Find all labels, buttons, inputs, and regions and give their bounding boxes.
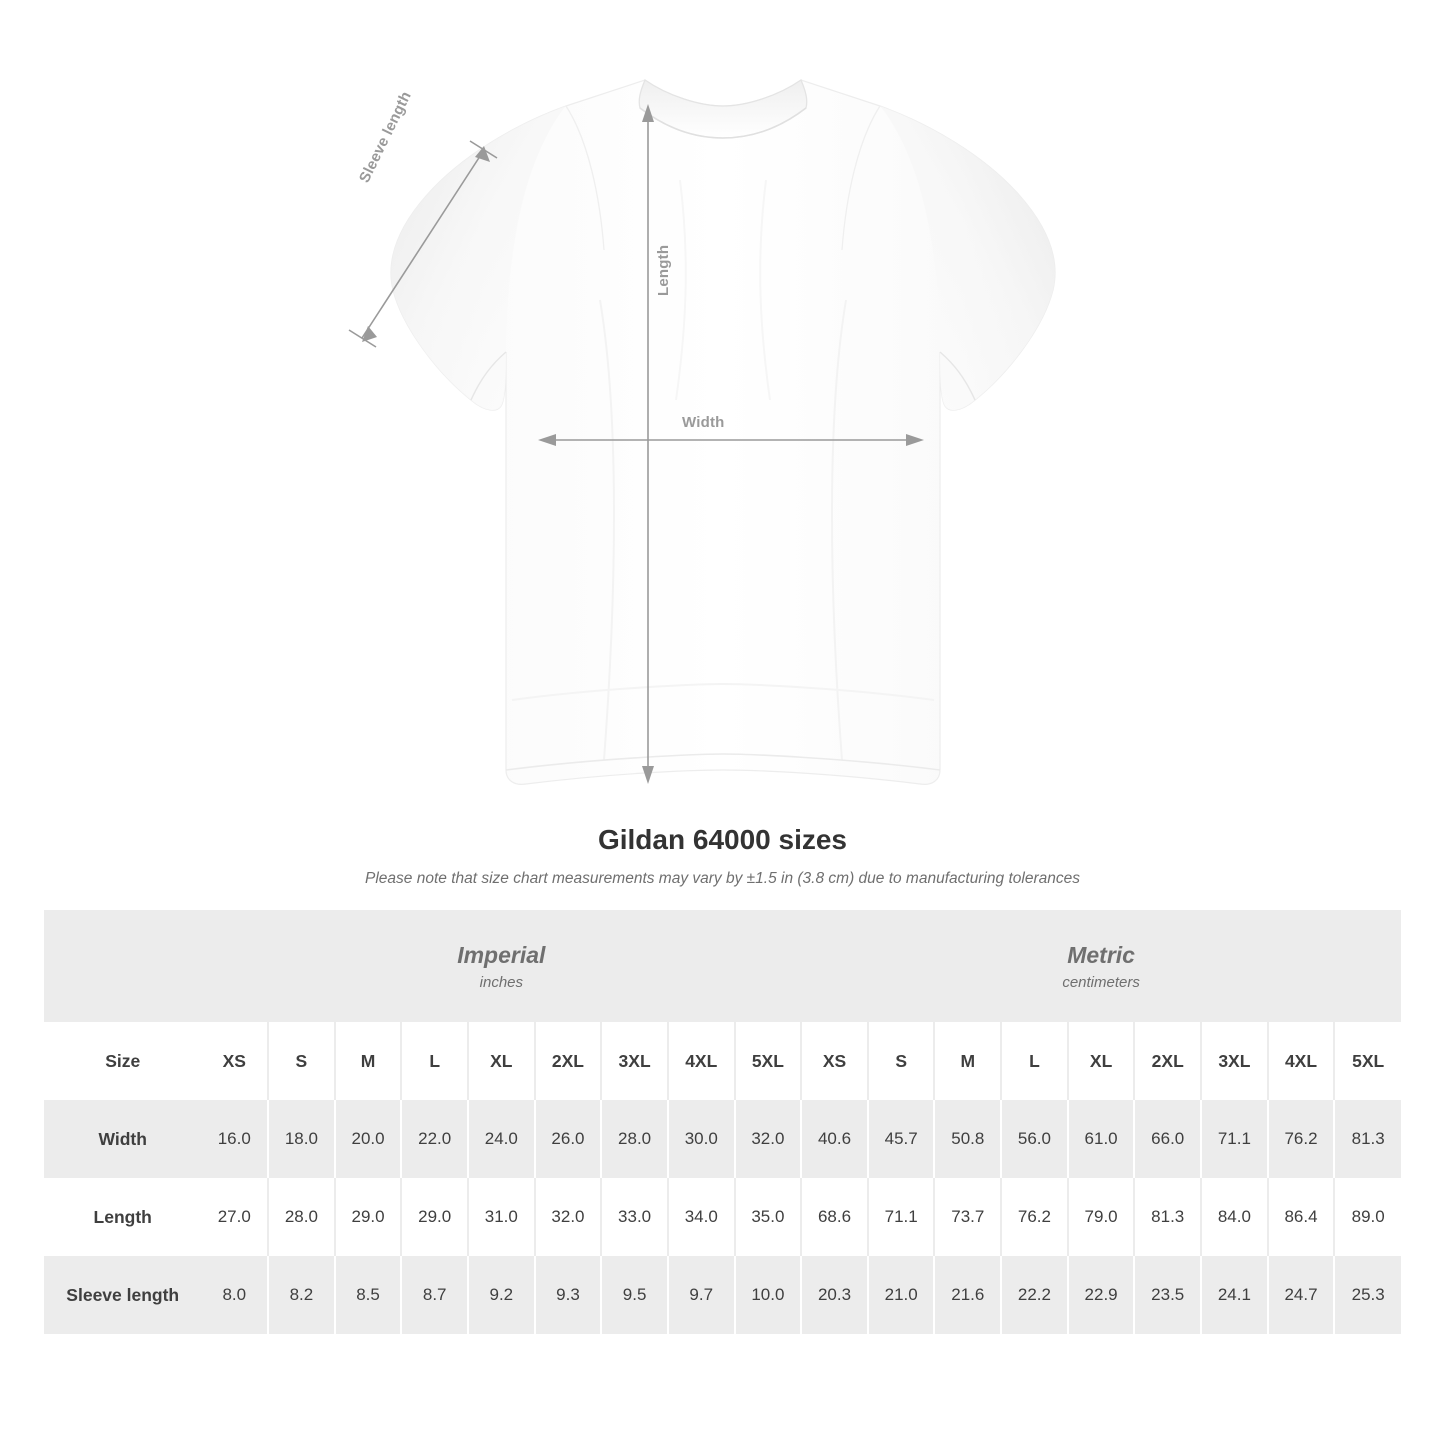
width-metric-xs: 40.6 <box>801 1100 868 1178</box>
row-label-length: Length <box>93 1206 152 1227</box>
size-header-metric-5xl: 5XL <box>1352 1050 1385 1071</box>
row-label-sleeve-length: Sleeve length <box>66 1284 180 1305</box>
width-metric-4xl: 76.2 <box>1268 1100 1335 1178</box>
length-metric-5xl: 89.0 <box>1351 1207 1385 1226</box>
width-imperial-3xl: 28.0 <box>601 1100 668 1178</box>
row-label-width: Width <box>98 1128 147 1149</box>
sleeve-metric-m: 21.6 <box>934 1256 1001 1334</box>
length-imperial-l: 29.0 <box>401 1178 468 1256</box>
unit-header-imperial-unit: inches <box>479 973 523 991</box>
length-imperial-xs: 27.0 <box>201 1178 268 1256</box>
sleeve-imperial-xs: 8.0 <box>201 1256 268 1334</box>
length-imperial-5xl: 35.0 <box>735 1178 802 1256</box>
size-header-imperial-s: S <box>268 1022 335 1100</box>
length-imperial-xl: 31.0 <box>468 1178 535 1256</box>
unit-header-metric-name: Metric <box>1067 942 1135 969</box>
width-imperial-2xl: 26.0 <box>535 1100 602 1178</box>
sleeve-metric-4xl: 24.7 <box>1268 1256 1335 1334</box>
width-metric-2xl: 66.0 <box>1134 1100 1201 1178</box>
chart-title-block <box>0 824 1445 888</box>
sleeve-metric-2xl: 23.5 <box>1134 1256 1201 1334</box>
length-metric-m: 73.7 <box>934 1178 1001 1256</box>
size-header-metric-xl: XL <box>1068 1022 1135 1100</box>
tshirt-shape <box>391 80 1055 784</box>
size-chart-table-area <box>0 910 1445 1334</box>
size-row <box>44 1022 1401 1100</box>
size-header-metric-3xl: 3XL <box>1201 1022 1268 1100</box>
sleeve-metric-l: 22.2 <box>1001 1256 1068 1334</box>
size-row-label: Size <box>105 1050 141 1071</box>
length-metric-3xl: 84.0 <box>1201 1178 1268 1256</box>
length-imperial-3xl: 33.0 <box>601 1178 668 1256</box>
annotation-width: Width <box>682 414 725 431</box>
size-header-imperial-3xl: 3XL <box>601 1022 668 1100</box>
size-chart-table <box>44 910 1401 1334</box>
length-imperial-4xl: 34.0 <box>668 1178 735 1256</box>
size-header-imperial-m: M <box>335 1022 402 1100</box>
width-metric-5xl: 81.3 <box>1351 1129 1385 1148</box>
length-metric-4xl: 86.4 <box>1268 1178 1335 1256</box>
width-imperial-s: 18.0 <box>268 1100 335 1178</box>
width-metric-m: 50.8 <box>934 1100 1001 1178</box>
width-metric-3xl: 71.1 <box>1201 1100 1268 1178</box>
tolerance-note: Please note that size chart measurements may vary by ±1.5 in (3.8 cm) due to manufacturing tolerances <box>365 870 1080 887</box>
sleeve-imperial-l: 8.7 <box>401 1256 468 1334</box>
sleeve-metric-xl: 22.9 <box>1068 1256 1135 1334</box>
width-imperial-l: 22.0 <box>401 1100 468 1178</box>
sleeve-imperial-2xl: 9.3 <box>535 1256 602 1334</box>
unit-header-imperial-name: Imperial <box>457 942 546 969</box>
width-imperial-m: 20.0 <box>335 1100 402 1178</box>
size-header-imperial-5xl: 5XL <box>735 1022 802 1100</box>
unit-header-row <box>44 910 1401 1022</box>
sleeve-metric-3xl: 24.1 <box>1201 1256 1268 1334</box>
sleeve-metric-s: 21.0 <box>868 1256 935 1334</box>
width-imperial-5xl: 32.0 <box>735 1100 802 1178</box>
length-metric-xl: 79.0 <box>1068 1178 1135 1256</box>
sleeve-metric-xs: 20.3 <box>801 1256 868 1334</box>
size-header-metric-m: M <box>934 1022 1001 1100</box>
table-row <box>44 1256 1401 1334</box>
annotation-sleeve-length: Sleeve length <box>356 88 415 186</box>
size-header-metric-l: L <box>1001 1022 1068 1100</box>
size-header-imperial-2xl: 2XL <box>535 1022 602 1100</box>
unit-header-blank <box>44 910 201 1022</box>
width-metric-xl: 61.0 <box>1068 1100 1135 1178</box>
length-metric-xs: 68.6 <box>801 1178 868 1256</box>
length-metric-l: 76.2 <box>1001 1178 1068 1256</box>
length-imperial-s: 28.0 <box>268 1178 335 1256</box>
size-header-metric-xs: XS <box>801 1022 868 1100</box>
width-imperial-xs: 16.0 <box>201 1100 268 1178</box>
sleeve-imperial-5xl: 10.0 <box>735 1256 802 1334</box>
size-header-imperial-xl: XL <box>468 1022 535 1100</box>
sleeve-imperial-s: 8.2 <box>268 1256 335 1334</box>
length-metric-s: 71.1 <box>868 1178 935 1256</box>
size-header-imperial-xs: XS <box>201 1022 268 1100</box>
width-metric-l: 56.0 <box>1001 1100 1068 1178</box>
sleeve-imperial-4xl: 9.7 <box>668 1256 735 1334</box>
size-header-metric-s: S <box>868 1022 935 1100</box>
length-metric-2xl: 81.3 <box>1134 1178 1201 1256</box>
length-imperial-m: 29.0 <box>335 1178 402 1256</box>
sleeve-imperial-m: 8.5 <box>335 1256 402 1334</box>
size-header-metric-4xl: 4XL <box>1268 1022 1335 1100</box>
table-row <box>44 1100 1401 1178</box>
annotation-length: Length <box>655 244 672 296</box>
size-header-imperial-l: L <box>401 1022 468 1100</box>
length-imperial-2xl: 32.0 <box>535 1178 602 1256</box>
unit-header-imperial <box>201 910 801 1022</box>
unit-header-metric <box>801 910 1401 1022</box>
width-metric-s: 45.7 <box>868 1100 935 1178</box>
width-imperial-4xl: 30.0 <box>668 1100 735 1178</box>
unit-header-metric-unit: centimeters <box>1062 973 1140 991</box>
page-title: Gildan 64000 sizes <box>597 824 848 855</box>
size-header-imperial-4xl: 4XL <box>668 1022 735 1100</box>
sleeve-imperial-xl: 9.2 <box>468 1256 535 1334</box>
sleeve-imperial-3xl: 9.5 <box>601 1256 668 1334</box>
size-header-metric-2xl: 2XL <box>1134 1022 1201 1100</box>
sleeve-metric-5xl: 25.3 <box>1351 1285 1385 1304</box>
width-imperial-xl: 24.0 <box>468 1100 535 1178</box>
table-row <box>44 1178 1401 1256</box>
